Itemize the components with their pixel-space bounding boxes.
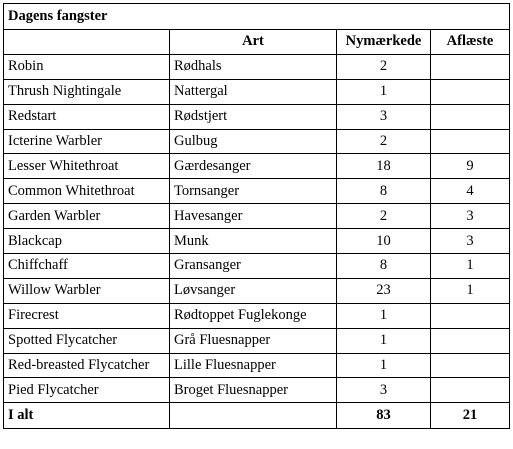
- read-count: 4: [431, 179, 510, 204]
- table-row: [4, 378, 510, 403]
- new-count: 10: [337, 229, 431, 254]
- read-count: 9: [431, 154, 510, 179]
- read-count: [431, 54, 510, 79]
- read-count: 1: [431, 254, 510, 279]
- new-count: 2: [337, 204, 431, 229]
- danish-name: Munk: [170, 229, 337, 254]
- header-read: Aflæste: [431, 30, 510, 55]
- catch-table-container: [3, 3, 509, 429]
- table-row: [4, 328, 510, 353]
- total-row: [4, 403, 510, 429]
- new-count: 2: [337, 54, 431, 79]
- total-empty: [170, 403, 337, 429]
- danish-name: Tornsanger: [170, 179, 337, 204]
- table-row: [4, 104, 510, 129]
- english-name: Blackcap: [4, 229, 170, 254]
- table-row: [4, 278, 510, 303]
- read-count: [431, 303, 510, 328]
- english-name: Spotted Flycatcher: [4, 328, 170, 353]
- total-label: I alt: [4, 403, 170, 429]
- total-read: 21: [431, 403, 510, 429]
- danish-name: Rødstjert: [170, 104, 337, 129]
- english-name: Garden Warbler: [4, 204, 170, 229]
- table-row: [4, 129, 510, 154]
- read-count: [431, 79, 510, 104]
- read-count: 1: [431, 278, 510, 303]
- table-row: [4, 254, 510, 279]
- header-new: Nymærkede: [337, 30, 431, 55]
- english-name: Firecrest: [4, 303, 170, 328]
- read-count: 3: [431, 229, 510, 254]
- header-row: [4, 30, 510, 55]
- table-row: [4, 154, 510, 179]
- danish-name: Gransanger: [170, 254, 337, 279]
- table-row: [4, 179, 510, 204]
- new-count: 3: [337, 378, 431, 403]
- english-name: Willow Warbler: [4, 278, 170, 303]
- danish-name: Nattergal: [170, 79, 337, 104]
- new-count: 23: [337, 278, 431, 303]
- english-name: Common Whitethroat: [4, 179, 170, 204]
- table-row: [4, 204, 510, 229]
- new-count: 1: [337, 353, 431, 378]
- catch-table: [3, 3, 510, 429]
- header-art: Art: [170, 30, 337, 55]
- danish-name: Rødtoppet Fuglekonge: [170, 303, 337, 328]
- table-row: [4, 54, 510, 79]
- total-new: 83: [337, 403, 431, 429]
- title-row: [4, 4, 510, 30]
- english-name: Redstart: [4, 104, 170, 129]
- new-count: 18: [337, 154, 431, 179]
- danish-name: Gærdesanger: [170, 154, 337, 179]
- table-row: [4, 229, 510, 254]
- new-count: 8: [337, 179, 431, 204]
- header-english: [4, 30, 170, 55]
- table-row: [4, 353, 510, 378]
- danish-name: Rødhals: [170, 54, 337, 79]
- table-body: [4, 54, 510, 428]
- english-name: Icterine Warbler: [4, 129, 170, 154]
- danish-name: Løvsanger: [170, 278, 337, 303]
- danish-name: Gulbug: [170, 129, 337, 154]
- danish-name: Havesanger: [170, 204, 337, 229]
- english-name: Pied Flycatcher: [4, 378, 170, 403]
- danish-name: Broget Fluesnapper: [170, 378, 337, 403]
- new-count: 2: [337, 129, 431, 154]
- table-title: Dagens fangster: [4, 4, 510, 30]
- english-name: Lesser Whitethroat: [4, 154, 170, 179]
- english-name: Thrush Nightingale: [4, 79, 170, 104]
- read-count: [431, 378, 510, 403]
- danish-name: Lille Fluesnapper: [170, 353, 337, 378]
- new-count: 1: [337, 79, 431, 104]
- table-row: [4, 79, 510, 104]
- danish-name: Grå Fluesnapper: [170, 328, 337, 353]
- read-count: [431, 129, 510, 154]
- new-count: 8: [337, 254, 431, 279]
- read-count: [431, 328, 510, 353]
- english-name: Red-breasted Flycatcher: [4, 353, 170, 378]
- new-count: 1: [337, 303, 431, 328]
- new-count: 1: [337, 328, 431, 353]
- table-row: [4, 303, 510, 328]
- read-count: [431, 353, 510, 378]
- new-count: 3: [337, 104, 431, 129]
- read-count: 3: [431, 204, 510, 229]
- english-name: Chiffchaff: [4, 254, 170, 279]
- read-count: [431, 104, 510, 129]
- english-name: Robin: [4, 54, 170, 79]
